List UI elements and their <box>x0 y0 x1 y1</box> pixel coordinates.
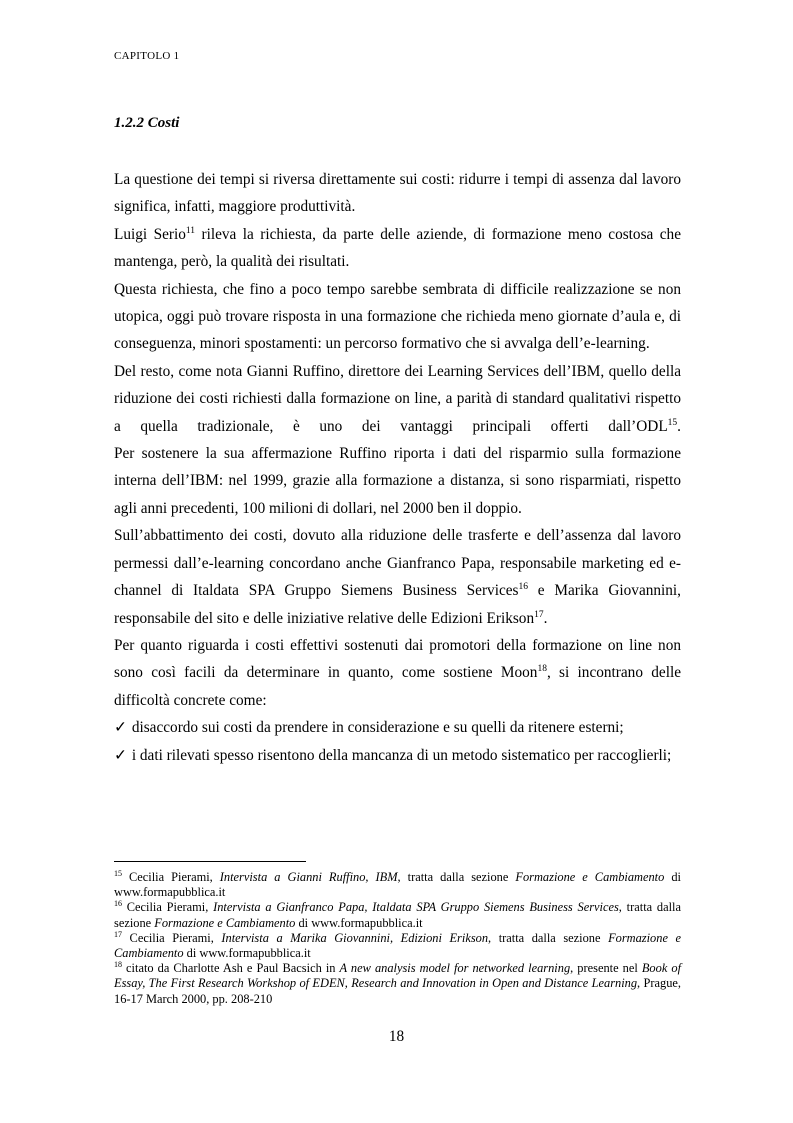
section-title: 1.2.2 Costi <box>114 115 180 131</box>
footnote-15: $^{15}$ Cecilia Pierami, Intervista a Gianni Ruffino, IBM, tratta dalla sezione Formazione e Cambiamento di www.formapubblica.it <box>114 868 681 900</box>
checkmark-icon: ✓ <box>114 746 127 764</box>
list-item: ✓ i dati rilevati spesso risentono della mancanza di un metodo sistematico per raccoglierli; <box>114 742 681 769</box>
body-text <box>114 166 681 769</box>
running-head: CAPITOLO 1 <box>114 50 180 62</box>
paragraph-5: Per sostenere la sua affermazione Ruffino riporta i dati del risparmio sulla formazione interna dell’IBM: nel 1999, grazie alla formazione a distanza, si sono risparmiati, rispetto agli anni precedenti, 100 milioni di dollari, nel 2000 ben il doppio. <box>114 445 681 517</box>
page-number: 18 <box>388 1028 405 1045</box>
footnote-17: $^{17}$ Cecilia Pierami, Intervista a Marika Giovannini, Edizioni Erikson, tratta dalla sezione Formazione e Cambiamento di www.formapubblica.it <box>114 929 682 961</box>
checkmark-icon: ✓ <box>114 719 127 737</box>
list-item: ✓ disaccordo sui costi da prendere in considerazione e su quelli da ritenere esterni; <box>114 714 681 741</box>
paragraph-6: Sull’abbattimento dei costi, dovuto alla riduzione delle trasferte e dell’assenza dal lavoro permessi dall’e-learning concordano anche Gianfranco Papa, responsabile marketing ed e-channel di Italdata SPA Gruppo Siemens Business Services$^{16}$ e Marika Giovannini, responsabile del sito e delle iniziative relative delle Edizioni Erikson$^{17}$. <box>114 527 681 627</box>
footnote-ref-15: 15 <box>667 417 678 428</box>
paragraph-7: Per quanto riguarda i costi effettivi sostenuti dai promotori della formazione on line non sono così facili da determinare in quanto, come sostiene Moon$^{18}$, si incontrano delle difficoltà concrete come: <box>114 636 681 709</box>
footnote-ref-17: 17 <box>534 609 544 620</box>
footnote-ref-16: 16 <box>518 582 528 592</box>
footnote-18: $^{18}$ citato da Charlotte Ash e Paul Bacsich in A new analysis model for networked learning, presente nel Book of Essay, The First Research Workshop of EDEN, Research and Innovation in Open and Distance Learning, Prague, 16-17 March 2000, pp. 208-210 <box>114 960 682 1006</box>
paragraph-1: La questione dei tempi si riversa direttamente sui costi: ridurre i tempi di assenza dal lavoro significa, infatti, maggiore produttività. <box>114 171 681 216</box>
paragraph-3: Questa richiesta, che fino a poco tempo sarebbe sembrata di difficile realizzazione se non utopica, oggi può trovare risposta in una formazione che richieda meno giornate d’aula e, di conseguenza, minori spostamenti: un percorso formativo che si avvalga dell’e-learning. <box>114 280 681 353</box>
footnotes <box>114 870 681 1007</box>
footnote-16: $^{16}$ Cecilia Pierami, Intervista a Gianfranco Papa, Italdata SPA Gruppo Siemens Business Services, tratta dalla sezione Formazione e Cambiamento di www.formapubblica.it <box>114 899 681 930</box>
paragraph-4: Del resto, come nota Gianni Ruffino, direttore dei Learning Services dell’IBM, quello della riduzione dei costi richiesti dalla formazione on line, a parità di standard qualitativi rispetto a quella tradizionale, è uno dei vantaggi principali offerti dall’ODL$^{15}$. <box>114 362 681 435</box>
paragraph-2: Luigi Serio$^{11}$ rileva la richiesta, da parte delle aziende, di formazione meno costosa che mantenga, però, la qualità dei risultati. <box>114 225 681 271</box>
footnote-ref-11: 11 <box>185 225 196 236</box>
footnote-ref-18: 18 <box>537 664 547 675</box>
footnote-divider <box>114 861 306 862</box>
